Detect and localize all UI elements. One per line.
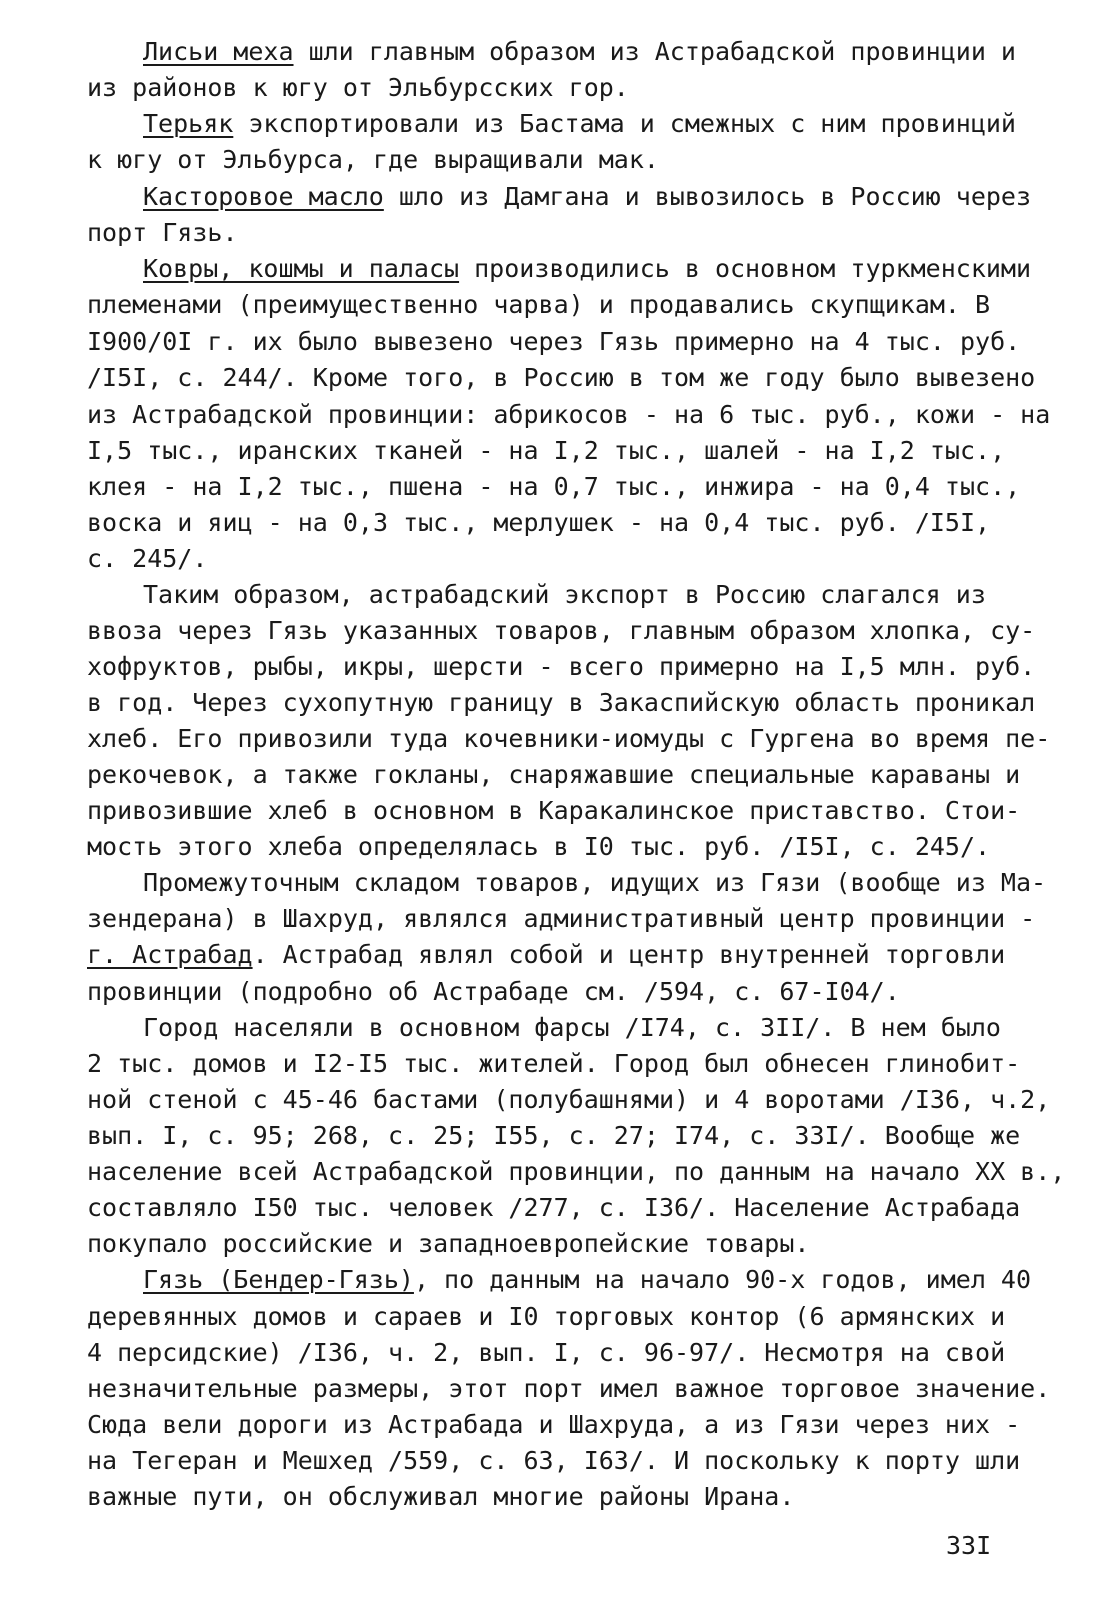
line-text: к югу от Эльбурса, где выращивали мак. [87,145,659,174]
underlined-term: Ковры, кошмы и паласы [143,254,460,283]
line-text: деревянных домов и сараев и I0 торговых контор (6 армянских и [87,1302,1006,1331]
line-text: I900/0I г. их было вывезено через Гязь примерно на 4 тыс. руб. [87,327,1021,356]
text-line [87,902,1035,936]
text-line [87,758,1020,792]
line-text: в год. Через сухопутную границу в Закаспийскую область проникал [87,688,1036,717]
line-text: 2 тыс. домов и I2-I5 тыс. жителей. Город был обнесен глинобит- [87,1049,1021,1078]
line-text: привозившие хлеб в основном в Каракалинское приставство. Стои- [87,796,1021,825]
line-text: /I5I, с. 244/. Кроме того, в Россию в том же году было вывезено [87,363,1036,392]
text-line [87,1119,1020,1153]
underlined-term: г. Астрабад [87,940,253,969]
line-text: производились в основном туркменскими [459,254,1032,283]
underlined-term: Гязь (Бендер-Гязь) [143,1265,414,1294]
text-line [87,1300,1005,1334]
line-text: население всей Астрабадской провинции, по данным на начало XX в., [87,1157,1066,1186]
line-text: вып. I, с. 95; 268, с. 25; I55, с. 27; I74, с. 33I/. Вообще же [87,1121,1021,1150]
text-line [87,794,1020,828]
text-line [87,71,629,105]
text-line [87,1444,1020,1478]
line-text: шли главным образом из Астрабадской провинции и [293,37,1016,66]
line-text: хофруктов, рыбы, икры, шерсти - всего примерно на I,5 млн. руб. [87,652,1036,681]
line-text: покупало российские и западноевропейские товары. [87,1229,810,1258]
line-text: рекочевок, а также гокланы, снаряжавшие специальные караваны и [87,760,1021,789]
line-text: племенами (преимущественно чарва) и продавались скупщикам. В [87,290,991,319]
text-line [87,470,1020,504]
line-text: составляло I50 тыс. человек /277, с. I36/. Население Астрабада [87,1193,1021,1222]
text-line [143,35,1016,69]
line-text: ввоза через Гязь указанных товаров, главным образом хлопка, су- [87,616,1036,645]
line-text: зендерана) в Шахруд, являлся административный центр провинции - [87,904,1036,933]
line-text: с. 245/. [87,544,208,573]
underlined-term: Лисьи меха [143,37,294,66]
underlined-term: Терьяк [143,109,234,138]
text-line [87,506,990,540]
text-line [87,614,1035,648]
text-line [143,866,1046,900]
text-line [87,938,1005,972]
text-line [87,361,1035,395]
line-text: из районов к югу от Эльбурсских гор. [87,73,629,102]
line-text: Город населяли в основном фарсы /I74, с. 3II/. В нем было [143,1013,1001,1042]
line-text: I,5 тыс., иранских тканей - на I,2 тыс., шалей - на I,2 тыс., [87,436,1006,465]
line-text: хлеб. Его привозили туда кочевники-иомуды с Гургена во время пе- [87,724,1051,753]
line-text: порт Гязь. [87,218,238,247]
text-line [87,1372,1050,1406]
text-line [87,1336,1005,1370]
line-text: . Астрабад являл собой и центр внутренней торговли [252,940,1006,969]
line-text: из Астрабадской провинции: абрикосов - на 6 тыс. руб., кожи - на [87,400,1051,429]
text-line [143,252,1031,286]
text-line [87,722,1050,756]
text-line [87,1155,1065,1189]
line-text: шло из Дамгана и вывозилось в Россию через [383,182,1032,211]
line-text: экспортировали из Бастама и смежных с ним провинций [233,109,1016,138]
line-text: воска и яиц - на 0,3 тыс., мерлушек - на 0,4 тыс. руб. /I5I, [87,508,991,537]
text-line [87,398,1050,432]
text-line [87,650,1035,684]
text-line [87,1047,1020,1081]
text-line [143,107,1016,141]
text-line [87,1227,809,1261]
text-line [143,1011,1001,1045]
text-line [143,1263,1031,1297]
line-text: , по данным на начало 90-х годов, имел 40 [413,1265,1032,1294]
line-text: важные пути, он обслуживал многие районы Ирана. [87,1482,795,1511]
text-line [87,434,1005,468]
line-text: 4 персидские) /I36, ч. 2, вып. I, с. 96-97/. Несмотря на свой [87,1338,1006,1367]
page-number: 33I [946,1531,992,1560]
text-line [87,1191,1020,1225]
line-text: клея - на I,2 тыс., пшена - на 0,7 тыс., инжира - на 0,4 тыс., [87,472,1021,501]
text-line [87,830,990,864]
text-line [87,288,990,322]
underlined-term: Касторовое масло [143,182,384,211]
text-line [87,542,207,576]
text-line [87,216,238,250]
line-text: Промежуточным складом товаров, идущих из Гязи (вообще из Ма- [143,868,1047,897]
line-text: мость этого хлеба определялась в I0 тыс. руб. /I5I, с. 245/. [87,832,991,861]
line-text: Сюда вели дороги из Астрабада и Шахруда, а из Гязи через них - [87,1410,1021,1439]
text-line [87,325,1020,359]
text-line [87,1083,1050,1117]
text-line [87,1480,794,1514]
text-line [87,1408,1020,1442]
text-line [87,686,1035,720]
line-text: на Тегеран и Мешхед /559, с. 63, I63/. И поскольку к порту шли [87,1446,1021,1475]
text-line [143,180,1031,214]
line-text: провинции (подробно об Астрабаде см. /594, с. 67-I04/. [87,977,900,1006]
text-line [87,975,900,1009]
text-line [143,578,986,612]
line-text: незначительные размеры, этот порт имел важное торговое значение. [87,1374,1051,1403]
text-line [87,143,659,177]
line-text: ной стеной с 45-46 бастами (полубашнями) и 4 воротами /I36, ч.2, [87,1085,1051,1114]
line-text: Таким образом, астрабадский экспорт в Россию слагался из [143,580,986,609]
